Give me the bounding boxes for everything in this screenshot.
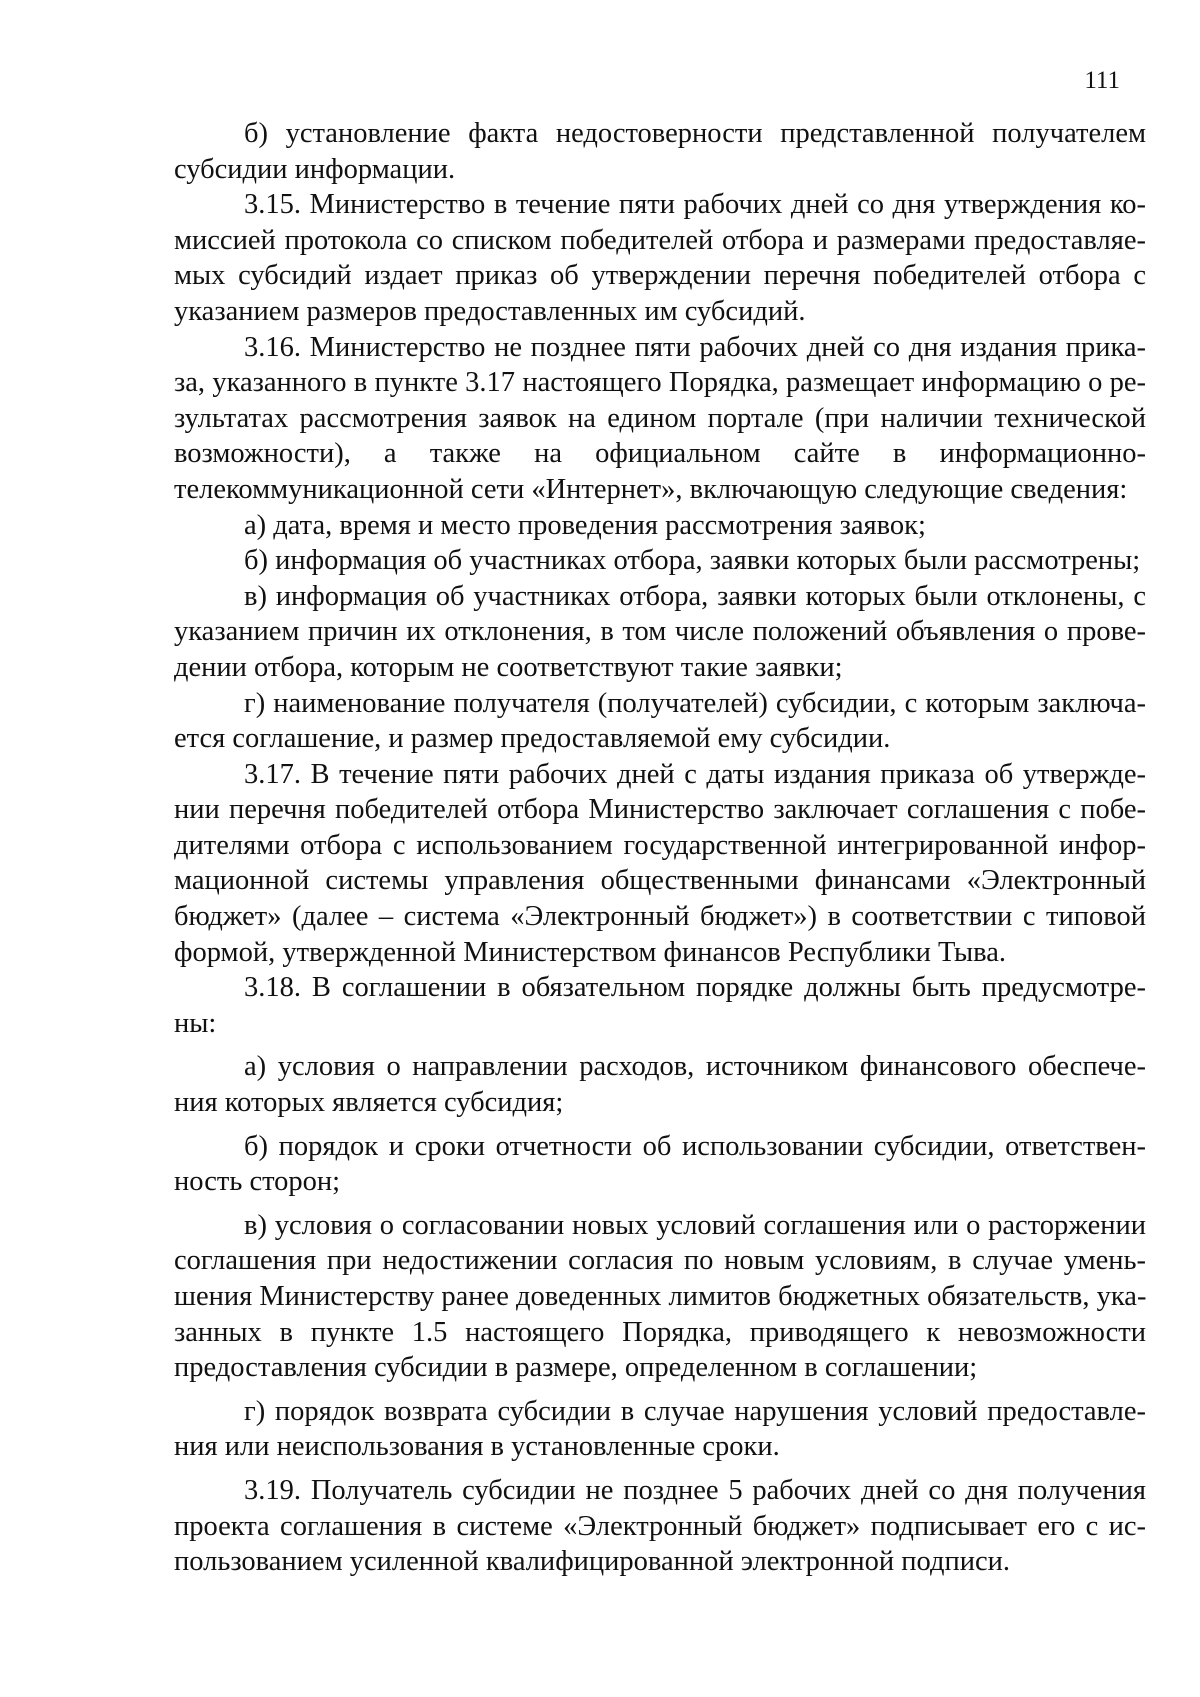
text-line: занных в пункте 1.5 настоящего Порядка, приводящего к невозможности: [174, 1316, 1146, 1348]
text-line: дителями отбора с использованием государственной интегрированной инфор-: [174, 829, 1146, 861]
text-line: зультатах рассмотрения заявок на едином портале (при наличии технической: [174, 402, 1146, 434]
text-line: 3.19. Получатель субсидии не позднее 5 рабочих дней со дня получения: [244, 1474, 1146, 1506]
text-line: б) информация об участниках отбора, заявки которых были рассмотрены;: [244, 545, 1141, 577]
text-line: 3.15. Министерство в течение пяти рабочих дней со дня утверждения ко-: [244, 189, 1146, 221]
text-line: формой, утвержденной Министерством финансов Республики Тыва.: [174, 936, 1006, 968]
text-line: дении отбора, которым не соответствуют такие заявки;: [174, 651, 843, 683]
text-line: г) наименование получателя (получателей) субсидии, с которым заключа-: [244, 687, 1146, 719]
text-line: б) установление факта недостоверности представленной получателем: [244, 118, 1146, 149]
text-line: телекоммуникационной сети «Интернет», включающую следующие сведения:: [174, 473, 1128, 505]
text-line: а) дата, время и место проведения рассмотрения заявок;: [244, 509, 926, 541]
text-line: мационной системы управления общественными финансами «Электронный: [174, 865, 1146, 897]
text-line: проекта соглашения в системе «Электронный бюджет» подписывает его с ис-: [174, 1510, 1146, 1542]
text-line: миссией протокола со списком победителей отбора и размерами предоставляе-: [174, 224, 1146, 256]
text-line: пользованием усиленной квалифицированной электронной подписи.: [174, 1546, 1010, 1578]
text-line: соглашения при недостижении согласия по новым условиям, в случае умень-: [174, 1245, 1146, 1277]
text-line: 3.17. В течение пяти рабочих дней с даты издания приказа об утвержде-: [244, 758, 1146, 790]
page-number: 111: [1084, 67, 1120, 94]
text-line: бюджет» (далее – система «Электронный бюджет») в соответствии с типовой: [174, 901, 1146, 933]
text-line: 3.18. В соглашении в обязательном порядке должны быть предусмотре-: [244, 972, 1146, 1004]
text-line: возможности), а также на официальном сайте в информационно-: [174, 438, 1146, 470]
text-line: ны:: [174, 1007, 217, 1039]
text-line: а) условия о направлении расходов, источником финансового обеспече-: [244, 1051, 1146, 1083]
text-line: шения Министерству ранее доведенных лимитов бюджетных обязательств, ука-: [174, 1281, 1147, 1312]
text-line: в) информация об участниках отбора, заявки которых были отклонены, с: [244, 580, 1146, 612]
text-line: ется соглашение, и размер предоставляемой ему субсидии.: [174, 723, 891, 755]
text-line: 3.16. Министерство не позднее пяти рабочих дней со дня издания прика-: [244, 331, 1146, 363]
text-line: ния которых является субсидия;: [174, 1087, 564, 1119]
document-body: [174, 116, 1146, 1580]
text-line: мых субсидий издает приказ об утверждении перечня победителей отбора с: [174, 260, 1146, 292]
text-line: ность сторон;: [174, 1166, 341, 1198]
text-line: б) порядок и сроки отчетности об использовании субсидии, ответствен-: [244, 1130, 1146, 1162]
text-line: нии перечня победителей отбора Министерство заключает соглашения с побе-: [174, 794, 1146, 826]
text-line: предоставления субсидии в размере, определенном в соглашении;: [174, 1352, 978, 1384]
text-line: за, указанного в пункте 3.17 настоящего Порядка, размещает информацию о ре-: [174, 367, 1146, 399]
text-line: субсидии информации.: [174, 153, 456, 185]
text-line: указанием размеров предоставленных им субсидий.: [174, 295, 806, 327]
text-line: указанием причин их отклонения, в том числе положений объявления о прове-: [174, 616, 1146, 648]
text-line: в) условия о согласовании новых условий соглашения или о расторжении: [244, 1209, 1146, 1241]
text-line: ния или неиспользования в установленные сроки.: [174, 1431, 780, 1463]
text-line: г) порядок возврата субсидии в случае нарушения условий предоставле-: [244, 1395, 1146, 1427]
